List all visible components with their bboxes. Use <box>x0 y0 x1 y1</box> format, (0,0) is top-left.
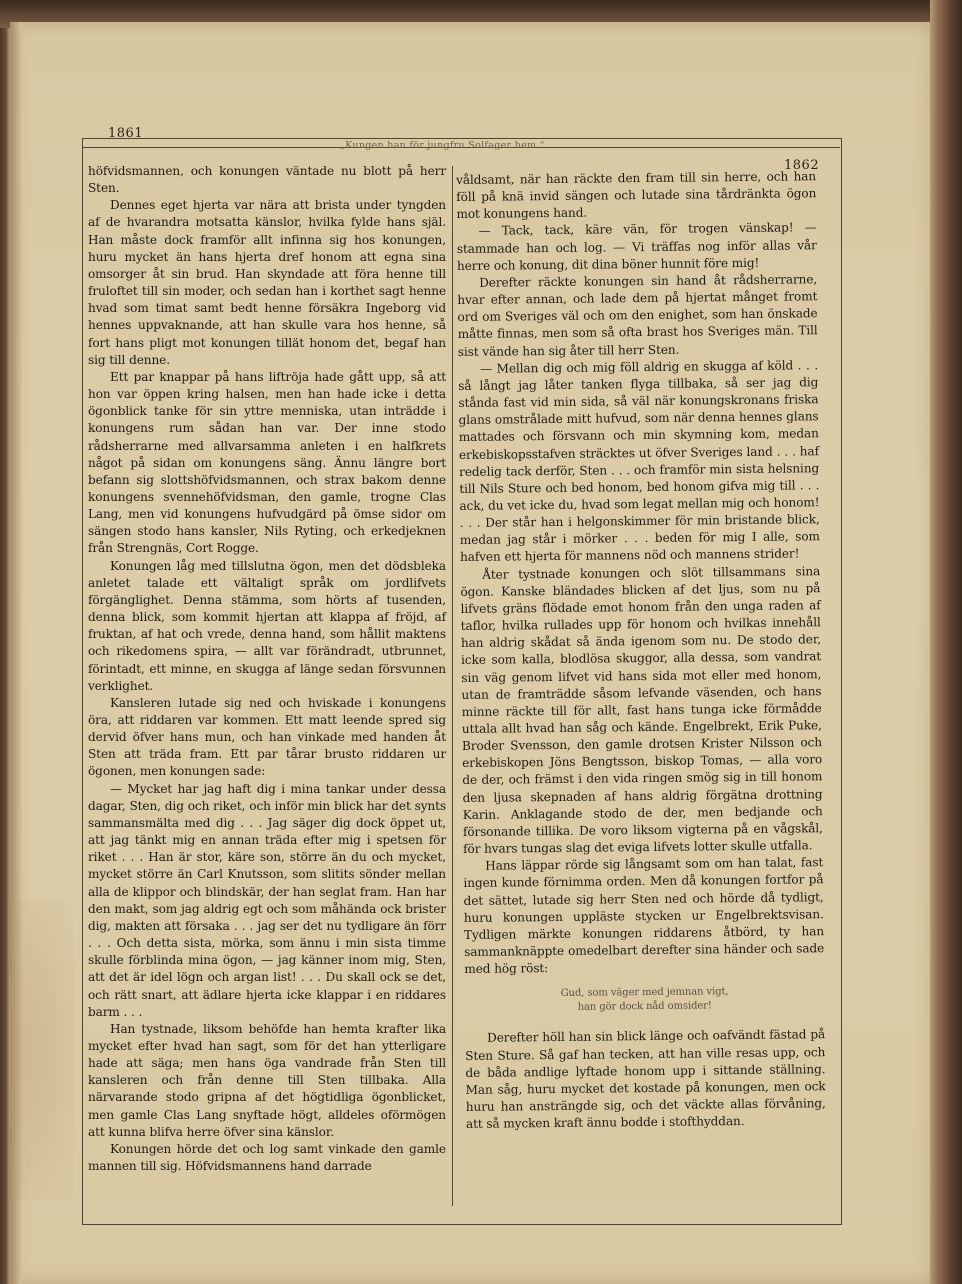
paragraph: Han tystnade, liksom behöfde han hemta krafter lika mycket efter hvad han sagt, som för det han ytterligare hade att säga; men hans öga vandrade från Sten till kansleren och från denne till Sten tillbaka. Alla närvarande stodo gripna af det högtidliga ögonblicket, men gamle Clas Lang snyftade högt, alldeles oförmögen att kunna blifva herre öfver sina känslor. <box>88 1021 446 1139</box>
book-board-right <box>930 0 962 1284</box>
verse-line: han gör dock nåd omsider! <box>577 1000 712 1014</box>
paragraph: höfvidsmannen, och konungen väntade nu blott på herr Sten. <box>88 164 446 196</box>
page-number-right: 1862 <box>784 158 820 173</box>
paragraph: Åter tystnade konungen och slöt tillsammans sina ögon. Kanske bländades blicken af det ljus, som nu på lifvets gräns flödade emot honom från den unga raden af taflor, hvilka rullades upp för honom och hvilkas innehåll han aldrig skådat så ända igenom som nu. De stodo der, icke som kalla, blodlösa skuggor, alla dessa, som vandrat sin väg genom lifvet vid hans sida mot eller med honom, utan de framträdde såsom lefvande väsenden, och hans minne räckte till för allt, fast hans tunga icke förmådde uttala allt hvad han såg och kände. Engelbrekt, Erik Puke, Broder Svensson, den gamle drotsen Krister Nilsson och erkebiskopen Jöns Bengtsson, biskop Tomas, — alla voro de der, och främst i den vida ringen smög sig in till honom den ljusa skepnaden af hans aldrig förgätna drottning Karin. Anklagande stodo de der, men bedjande och försonande tillika. De voro liksom vigterna på en vågskål, för hvars tungas slag det eviga lifvets lotter skulle utfalla. <box>460 563 823 857</box>
right-column <box>456 168 826 1133</box>
left-column <box>88 163 446 1175</box>
paragraph: Derefter höll han sin blick länge och oafvändt fästad på Sten Sture. Så gaf han tecken, att han ville resas upp, och de båda andlige lyftade honom upp i sittande ställning. Man såg, huru mycket det kostade på konungen, men ock huru han ansträngde sig, och det väckte allas förvåning, att så mycken kraft ännu bodde i stofthyddan. <box>465 1027 826 1132</box>
paragraph: Derefter räckte konungen sin hand åt rådsherrarne, hvar efter annan, och lade dem på hjertat månget fromt ord om Sveriges väl och om den enighet, som han önskade måtte finnas, men som så ofta brast hos Sveriges män. Till sist vände han sig åter till herr Sten. <box>457 272 818 359</box>
paragraph: Dennes eget hjerta var nära att brista under tyngden af de hvarandra motsatta känslor, hvilka fylde hans själ. Han måste dock framför allt infinna sig hos konungen, huru mycket än hans hjerta dref honom att egna sina omsorger åt sin brud. Han skyndade att föra henne till fruloftet till sin moder, och sedan han i korthet sagt henne hvad som timat samt bedt henne försäkra Ingeborg vid hennes uppvaknande, att han skulle vara hos henne, så fort hans pligt mot konungen tillät honom det, begaf han sig till denne. <box>88 198 446 367</box>
paragraph: Konungen låg med tillslutna ögon, men det dödsbleka anletet talade ett vältaligt språk om jordlifvets förgänglighet. Denna stämma, som hörts af tusenden, denna blick, som kommit hjertan att klappa af fröjd, af fruktan, af hat och vrede, denna hand, som hållit maktens och rikedomens spira, — allt var förändradt, utbrunnet, förintadt, ett minne, en skugga af länge sedan försvunnen verklighet. <box>88 558 446 693</box>
paragraph: — Mellan dig och mig föll aldrig en skugga af köld . . . så långt jag låter tanken flyga tillbaka, så ser jag dig stånda fast vid min sida, så väl när konungskronans friska glans omstrålade mitt hufvud, som när denna hennes glans mattades och försvann och min skymning kom, medan erkebiskopsstafven sträcktes ut öfver Sveriges land . . . haf redelig tack derför, Sten . . . och framför min sista helsning till Nils Sture och bed honom, bed honom gifva mig till . . . ack, du vet icke du, hvad som legat mellan mig och honom! . . . Der står han i helgonskimmer för min bristande blick, medan jag står i mörker . . . beden för mig I alle, som hafven ett hjerta för mannens nöd och mannens strider! <box>458 357 820 565</box>
paragraph: Ett par knappar på hans liftröja hade gått upp, så att hon var öppen kring halsen, men han hade icke i detta ögonblick tanke för sin yttre menniska, utan inträdde i konungens rum sådan han var. Der inne stodo rådsherrarne med allvarsamma anleten i en halfkrets något på sidan om konungens säng. Ännu längre bort befann sig slottshöfvidsmannen, och strax bakom denne konungens svennehöfvidsman, den gamle, trogne Clas Lang, men vid konungens hufvudgärd på ömse sidor om sängen stodo hans kansler, Nils Ryting, och erkedjeknen från Strengnäs, Cort Rogge. <box>88 369 446 556</box>
verse-quote <box>465 985 825 1017</box>
page-number-left: 1861 <box>108 126 144 141</box>
paragraph: Konungen hörde det och log samt vinkade den gamle mannen till sig. Höfvidsmannens hand darrade <box>88 1141 446 1174</box>
paragraph: våldsamt, när han räckte den fram till sin herre, och han föll på knä invid sängen och lutade sina tårdränkta ögon mot konungens hand. <box>456 169 817 222</box>
paragraph: — Tack, tack, käre vän, för trogen vänskap! — stammade han och log. — Vi träffas nog inför allas vår herre och konung, dit dina böner hunnit före mig! <box>456 220 817 273</box>
column-divider <box>452 166 453 1206</box>
paragraph: Kansleren lutade sig ned och hviskade i konungens öra, att riddaren var kommen. Ett matt leende spred sig dervid öfver hans mun, och han vinkade med handen åt Sten att träda fram. Ett par tårar brusto riddaren ur ögonen, men konungen sade: <box>88 695 446 779</box>
running-title: „Kungen han för jungfru Solfager hem.“ <box>340 140 545 151</box>
paragraph: — Mycket har jag haft dig i mina tankar under dessa dagar, Sten, dig och riket, och inför min blick har det synts sammansmälta med dig . . . Jag säger dig dock öppet ut, att jag tänkt mig en annan träda efter mig i spetsen för riket . . . Han är stor, käre son, större än du och mycket, mycket större än Carl Knutsson, som slitits sönder mellan alla de klippor och blindskär, der han seglat fram. Han har den makt, som jag aldrig egt och som måhända ock brister dig, makten att försaka . . . jag ser det nu tydligare än förr . . . Och detta sista, mörka, som ännu i min sista timme skulle förblinda mina ögon, — jag känner inom mig, Sten, att det är idel lögn och argan list! . . . Du skall ock se det, och rätt snart, att ädlare hjerta icke klappar i en riddares barm . . . <box>88 781 446 1019</box>
paper-stain <box>14 900 74 1200</box>
verse-line: Gud, som väger med jemnan vigt, <box>560 986 729 1000</box>
paragraph: Hans läppar rörde sig långsamt som om han talat, fast ingen kunde förnimma orden. Men då konungen fortfor på det sättet, lutade sig herr Sten ned och hörde då tydligt, huru konungen uppläste stycken ur Engelbrektsvisan. Tydligen märkte konungen riddarens åtbörd, ty han sammanknäppte omedelbart derefter sina händer och sade med hög röst: <box>463 855 825 977</box>
